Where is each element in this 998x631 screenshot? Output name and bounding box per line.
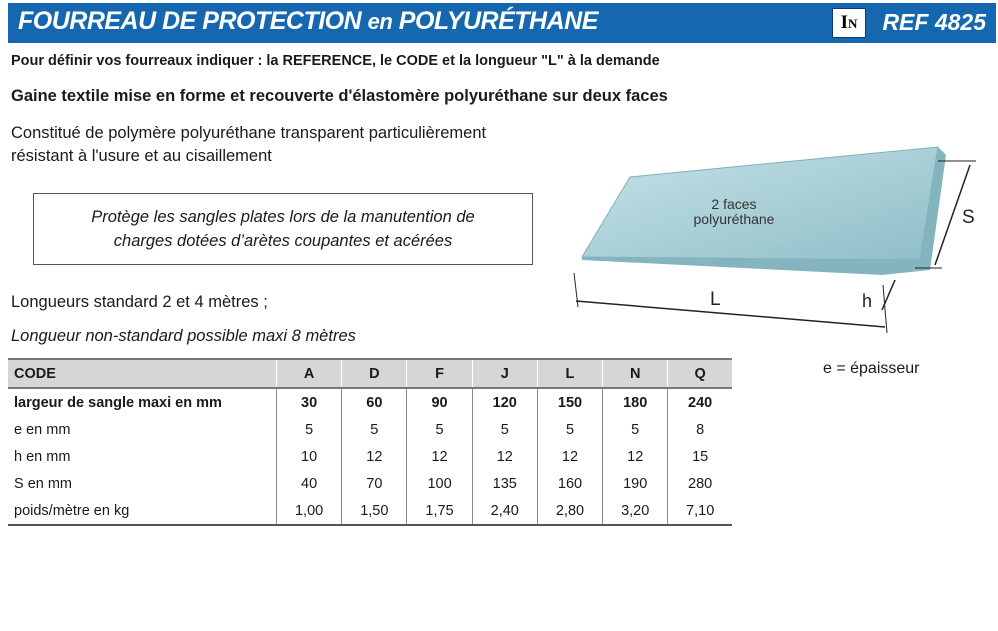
table-cell: 5 [472,416,537,443]
dimension-l-tick-left [574,273,578,307]
table-header-cell: L [537,359,602,388]
callout-line-1: Protège les sangles plates lors de la manutention de [91,208,475,226]
table-header-cell: J [472,359,537,388]
title-main: FOURREAU DE PROTECTION [18,7,362,35]
table-row [8,416,732,443]
table-cell: 160 [537,470,602,497]
table-cell: 8 [668,416,732,443]
table-row [8,388,732,416]
callout-line-2: charges dotées d’arètes coupantes et acérées [113,232,453,250]
dimension-l-label: L [710,289,721,310]
table-cell: 3,20 [603,497,668,525]
table-cell: 7,10 [668,497,732,525]
table-row [8,470,732,497]
table-header-cell: D [342,359,407,388]
table-row-label: e en mm [14,421,71,438]
table-cell: 5 [603,416,668,443]
table-header-cell: N [603,359,668,388]
table-cell: 5 [407,416,472,443]
non-standard-length: Longueur non-standard possible maxi 8 mètres [11,327,356,345]
table-cell: 120 [472,388,537,416]
table-cell: 2,80 [537,497,602,525]
title-en: en [367,9,393,34]
dimension-l-line [576,301,885,327]
table-cell: 12 [537,443,602,470]
table-cell: 12 [407,443,472,470]
table-cell: 60 [342,388,407,416]
sleeve-illustration [560,135,990,345]
table-cell: 5 [277,416,342,443]
table-cell: 1,00 [277,497,342,525]
table-header-cell: A [277,359,342,388]
table-cell: 135 [472,470,537,497]
dimension-s-label: S [962,207,975,228]
table-row-label: h en mm [14,448,71,465]
table-cell: 40 [277,470,342,497]
logo-letter-big: I [840,12,848,33]
description-line-2: résistant à l'usure et au cisaillement [11,147,272,165]
table-cell: 1,50 [342,497,407,525]
table-cell: 10 [277,443,342,470]
table-header-cell: CODE [8,359,277,388]
table-row-label: largeur de sangle maxi en mm [14,394,222,411]
usage-callout-box [33,193,533,265]
table-cell: 280 [668,470,732,497]
table-cell: 1,75 [407,497,472,525]
table-cell: 180 [603,388,668,416]
table-row [8,443,732,470]
dimension-h-label: h [862,291,873,311]
table-cell: 12 [342,443,407,470]
table-row [8,497,732,525]
table-header-cell: F [407,359,472,388]
table-header-row [8,359,732,388]
title-banner [8,3,996,43]
ordering-instructions: Pour définir vos fourreaux indiquer : la REFERENCE, le CODE et la longueur "L" à la demande [11,53,660,69]
logo-letter-small: N [848,16,858,31]
table-row-label: S en mm [14,475,73,492]
title-end: POLYURÉTHANE [398,7,598,35]
table-cell: 15 [668,443,732,470]
table-header-cell: Q [668,359,732,388]
table-cell: 12 [603,443,668,470]
product-subtitle: Gaine textile mise en forme et recouverte d'élastomère polyuréthane sur deux faces [11,87,668,105]
table-cell: 240 [668,388,732,416]
page-title [18,7,598,36]
table-cell: 190 [603,470,668,497]
table-cell: 100 [407,470,472,497]
table-cell: 30 [277,388,342,416]
brand-logo [832,8,866,38]
thickness-note: e = épaisseur [823,360,920,377]
dimension-l-tick-right [883,285,887,333]
face-label-2: polyuréthane [693,211,775,227]
sleeve-top-face [582,147,938,260]
description-line-1: Constitué de polymère polyuréthane transparent particulièrement [11,124,487,142]
reference-number: REF 4825 [882,9,986,35]
table-cell: 70 [342,470,407,497]
standard-lengths: Longueurs standard 2 et 4 mètres ; [11,293,268,311]
table-cell: 12 [472,443,537,470]
product-description [11,122,486,168]
table-cell: 150 [537,388,602,416]
face-label-1: 2 faces [711,196,757,212]
table-cell: 90 [407,388,472,416]
table-cell: 5 [537,416,602,443]
table-row-label: poids/mètre en kg [8,497,277,525]
table-cell: 2,40 [472,497,537,525]
specification-table [8,358,732,526]
table-cell: 5 [342,416,407,443]
